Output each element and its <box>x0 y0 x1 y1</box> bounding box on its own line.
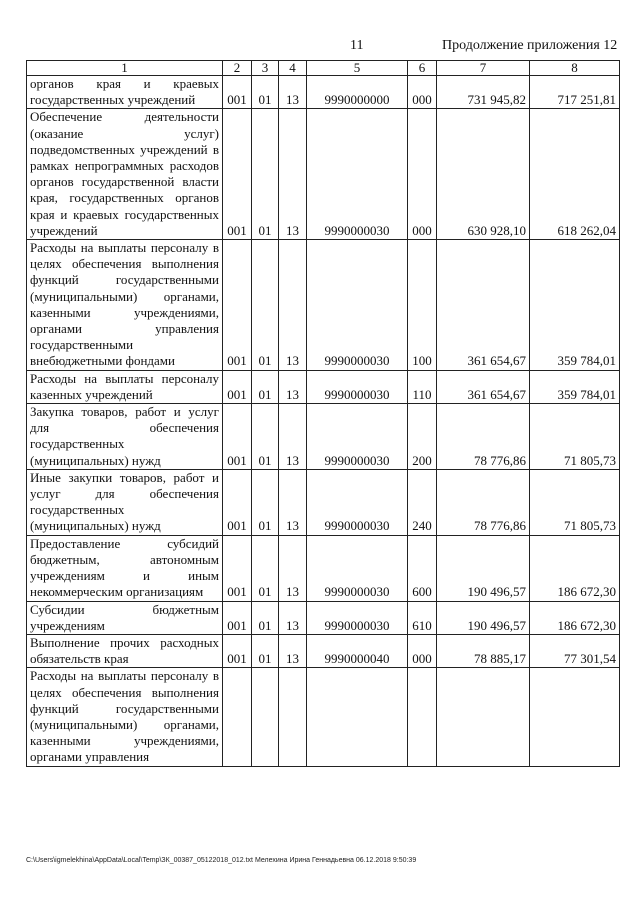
row-cell-c4: 13 <box>279 601 307 634</box>
row-cell-c8: 77 301,54 <box>530 634 620 667</box>
table-row <box>27 634 620 667</box>
row-cell-c4: 13 <box>279 76 307 109</box>
row-cell-c5: 9990000030 <box>307 240 408 371</box>
row-cell-c2: 001 <box>223 601 252 634</box>
row-cell-c7: 361 654,67 <box>437 240 530 371</box>
row-cell-c7: 78 885,17 <box>437 634 530 667</box>
table-row <box>27 109 620 240</box>
row-cell-c5: 9990000030 <box>307 370 408 403</box>
column-header: 8 <box>530 61 620 76</box>
row-cell-c3: 01 <box>252 469 279 535</box>
row-description: Субсидии бюджетным учреждениям <box>27 601 223 634</box>
row-cell-c2: 001 <box>223 634 252 667</box>
table-row <box>27 76 620 109</box>
row-cell-c6: 000 <box>408 634 437 667</box>
row-cell-c2 <box>223 668 252 766</box>
row-cell-c4: 13 <box>279 634 307 667</box>
row-cell-c7: 78 776,86 <box>437 404 530 470</box>
row-cell-c3: 01 <box>252 240 279 371</box>
row-description: Расходы на выплаты персоналу казенных учреждений <box>27 370 223 403</box>
row-description: Обеспечение деятельности (оказание услуг) подведомственных учреждений в рамках непрограммных расходов органов государственной власти края, государственных органов края и краевых государственных учреждений <box>27 109 223 240</box>
row-cell-c4: 13 <box>279 404 307 470</box>
row-cell-c4: 13 <box>279 109 307 240</box>
table-row <box>27 370 620 403</box>
row-cell-c5: 9990000030 <box>307 109 408 240</box>
row-cell-c8 <box>530 668 620 766</box>
row-cell-c2: 001 <box>223 370 252 403</box>
table-row <box>27 469 620 535</box>
row-cell-c8: 359 784,01 <box>530 370 620 403</box>
row-cell-c8: 186 672,30 <box>530 601 620 634</box>
row-cell-c6: 000 <box>408 76 437 109</box>
row-cell-c6: 110 <box>408 370 437 403</box>
row-cell-c8: 71 805,73 <box>530 469 620 535</box>
table-row <box>27 404 620 470</box>
row-cell-c3: 01 <box>252 109 279 240</box>
row-cell-c5: 9990000030 <box>307 535 408 601</box>
row-cell-c7: 630 928,10 <box>437 109 530 240</box>
row-description: Предоставление субсидий бюджетным, автономным учреждениям и иным некоммерческим организациям <box>27 535 223 601</box>
table-row <box>27 668 620 766</box>
row-cell-c2: 001 <box>223 109 252 240</box>
table-row <box>27 535 620 601</box>
row-cell-c5 <box>307 668 408 766</box>
row-cell-c2: 001 <box>223 535 252 601</box>
row-cell-c7: 361 654,67 <box>437 370 530 403</box>
row-cell-c8: 186 672,30 <box>530 535 620 601</box>
row-cell-c6: 200 <box>408 404 437 470</box>
row-cell-c3: 01 <box>252 634 279 667</box>
row-cell-c4 <box>279 668 307 766</box>
row-cell-c8: 71 805,73 <box>530 404 620 470</box>
row-cell-c3: 01 <box>252 76 279 109</box>
row-cell-c6: 600 <box>408 535 437 601</box>
row-cell-c2: 001 <box>223 404 252 470</box>
continuation-note: Продолжение приложения 12 <box>442 38 618 53</box>
row-cell-c3: 01 <box>252 404 279 470</box>
row-cell-c5: 9990000040 <box>307 634 408 667</box>
row-cell-c6: 100 <box>408 240 437 371</box>
row-cell-c8: 359 784,01 <box>530 240 620 371</box>
row-cell-c8: 618 262,04 <box>530 109 620 240</box>
row-cell-c2: 001 <box>223 76 252 109</box>
row-cell-c6 <box>408 668 437 766</box>
page-number: 11 <box>350 38 364 53</box>
footer-file-path: C:\Users\igmelekhina\AppData\Local\Temp\ЗК_00387_05122018_012.txt Мелехина Ирина Геннадьевна 06.12.2018 9:50:39 <box>26 857 417 864</box>
row-description: Закупка товаров, работ и услуг для обеспечения государственных (муниципальных) нужд <box>27 404 223 470</box>
row-cell-c5: 9990000030 <box>307 404 408 470</box>
column-header: 4 <box>279 61 307 76</box>
row-cell-c3: 01 <box>252 370 279 403</box>
column-header: 1 <box>27 61 223 76</box>
row-cell-c3: 01 <box>252 535 279 601</box>
row-description: Выполнение прочих расходных обязательств края <box>27 634 223 667</box>
row-cell-c6: 610 <box>408 601 437 634</box>
row-cell-c7: 190 496,57 <box>437 535 530 601</box>
column-header: 6 <box>408 61 437 76</box>
row-description: Расходы на выплаты персоналу в целях обеспечения выполнения функций государственными (муниципальными) органами, казенными учреждениями, органами управления <box>27 668 223 766</box>
row-cell-c3: 01 <box>252 601 279 634</box>
budget-table <box>26 60 620 767</box>
row-cell-c8: 717 251,81 <box>530 76 620 109</box>
column-number-row <box>27 61 620 76</box>
row-description: органов края и краевых государственных учреждений <box>27 76 223 109</box>
row-cell-c7: 78 776,86 <box>437 469 530 535</box>
row-description: Расходы на выплаты персоналу в целях обеспечения выполнения функций государственными (муниципальными) органами, казенными учреждениями, органами управления государственными внебюджетными фондами <box>27 240 223 371</box>
row-cell-c4: 13 <box>279 240 307 371</box>
row-cell-c3 <box>252 668 279 766</box>
row-cell-c2: 001 <box>223 240 252 371</box>
table-row <box>27 240 620 371</box>
column-header: 7 <box>437 61 530 76</box>
table-row <box>27 601 620 634</box>
row-cell-c4: 13 <box>279 370 307 403</box>
row-cell-c7 <box>437 668 530 766</box>
column-header: 5 <box>307 61 408 76</box>
row-cell-c4: 13 <box>279 469 307 535</box>
row-cell-c4: 13 <box>279 535 307 601</box>
column-header: 3 <box>252 61 279 76</box>
row-cell-c6: 240 <box>408 469 437 535</box>
row-description: Иные закупки товаров, работ и услуг для обеспечения государственных (муниципальных) нужд <box>27 469 223 535</box>
column-header: 2 <box>223 61 252 76</box>
row-cell-c7: 731 945,82 <box>437 76 530 109</box>
row-cell-c7: 190 496,57 <box>437 601 530 634</box>
row-cell-c5: 9990000030 <box>307 601 408 634</box>
row-cell-c5: 9990000000 <box>307 76 408 109</box>
row-cell-c5: 9990000030 <box>307 469 408 535</box>
row-cell-c6: 000 <box>408 109 437 240</box>
row-cell-c2: 001 <box>223 469 252 535</box>
